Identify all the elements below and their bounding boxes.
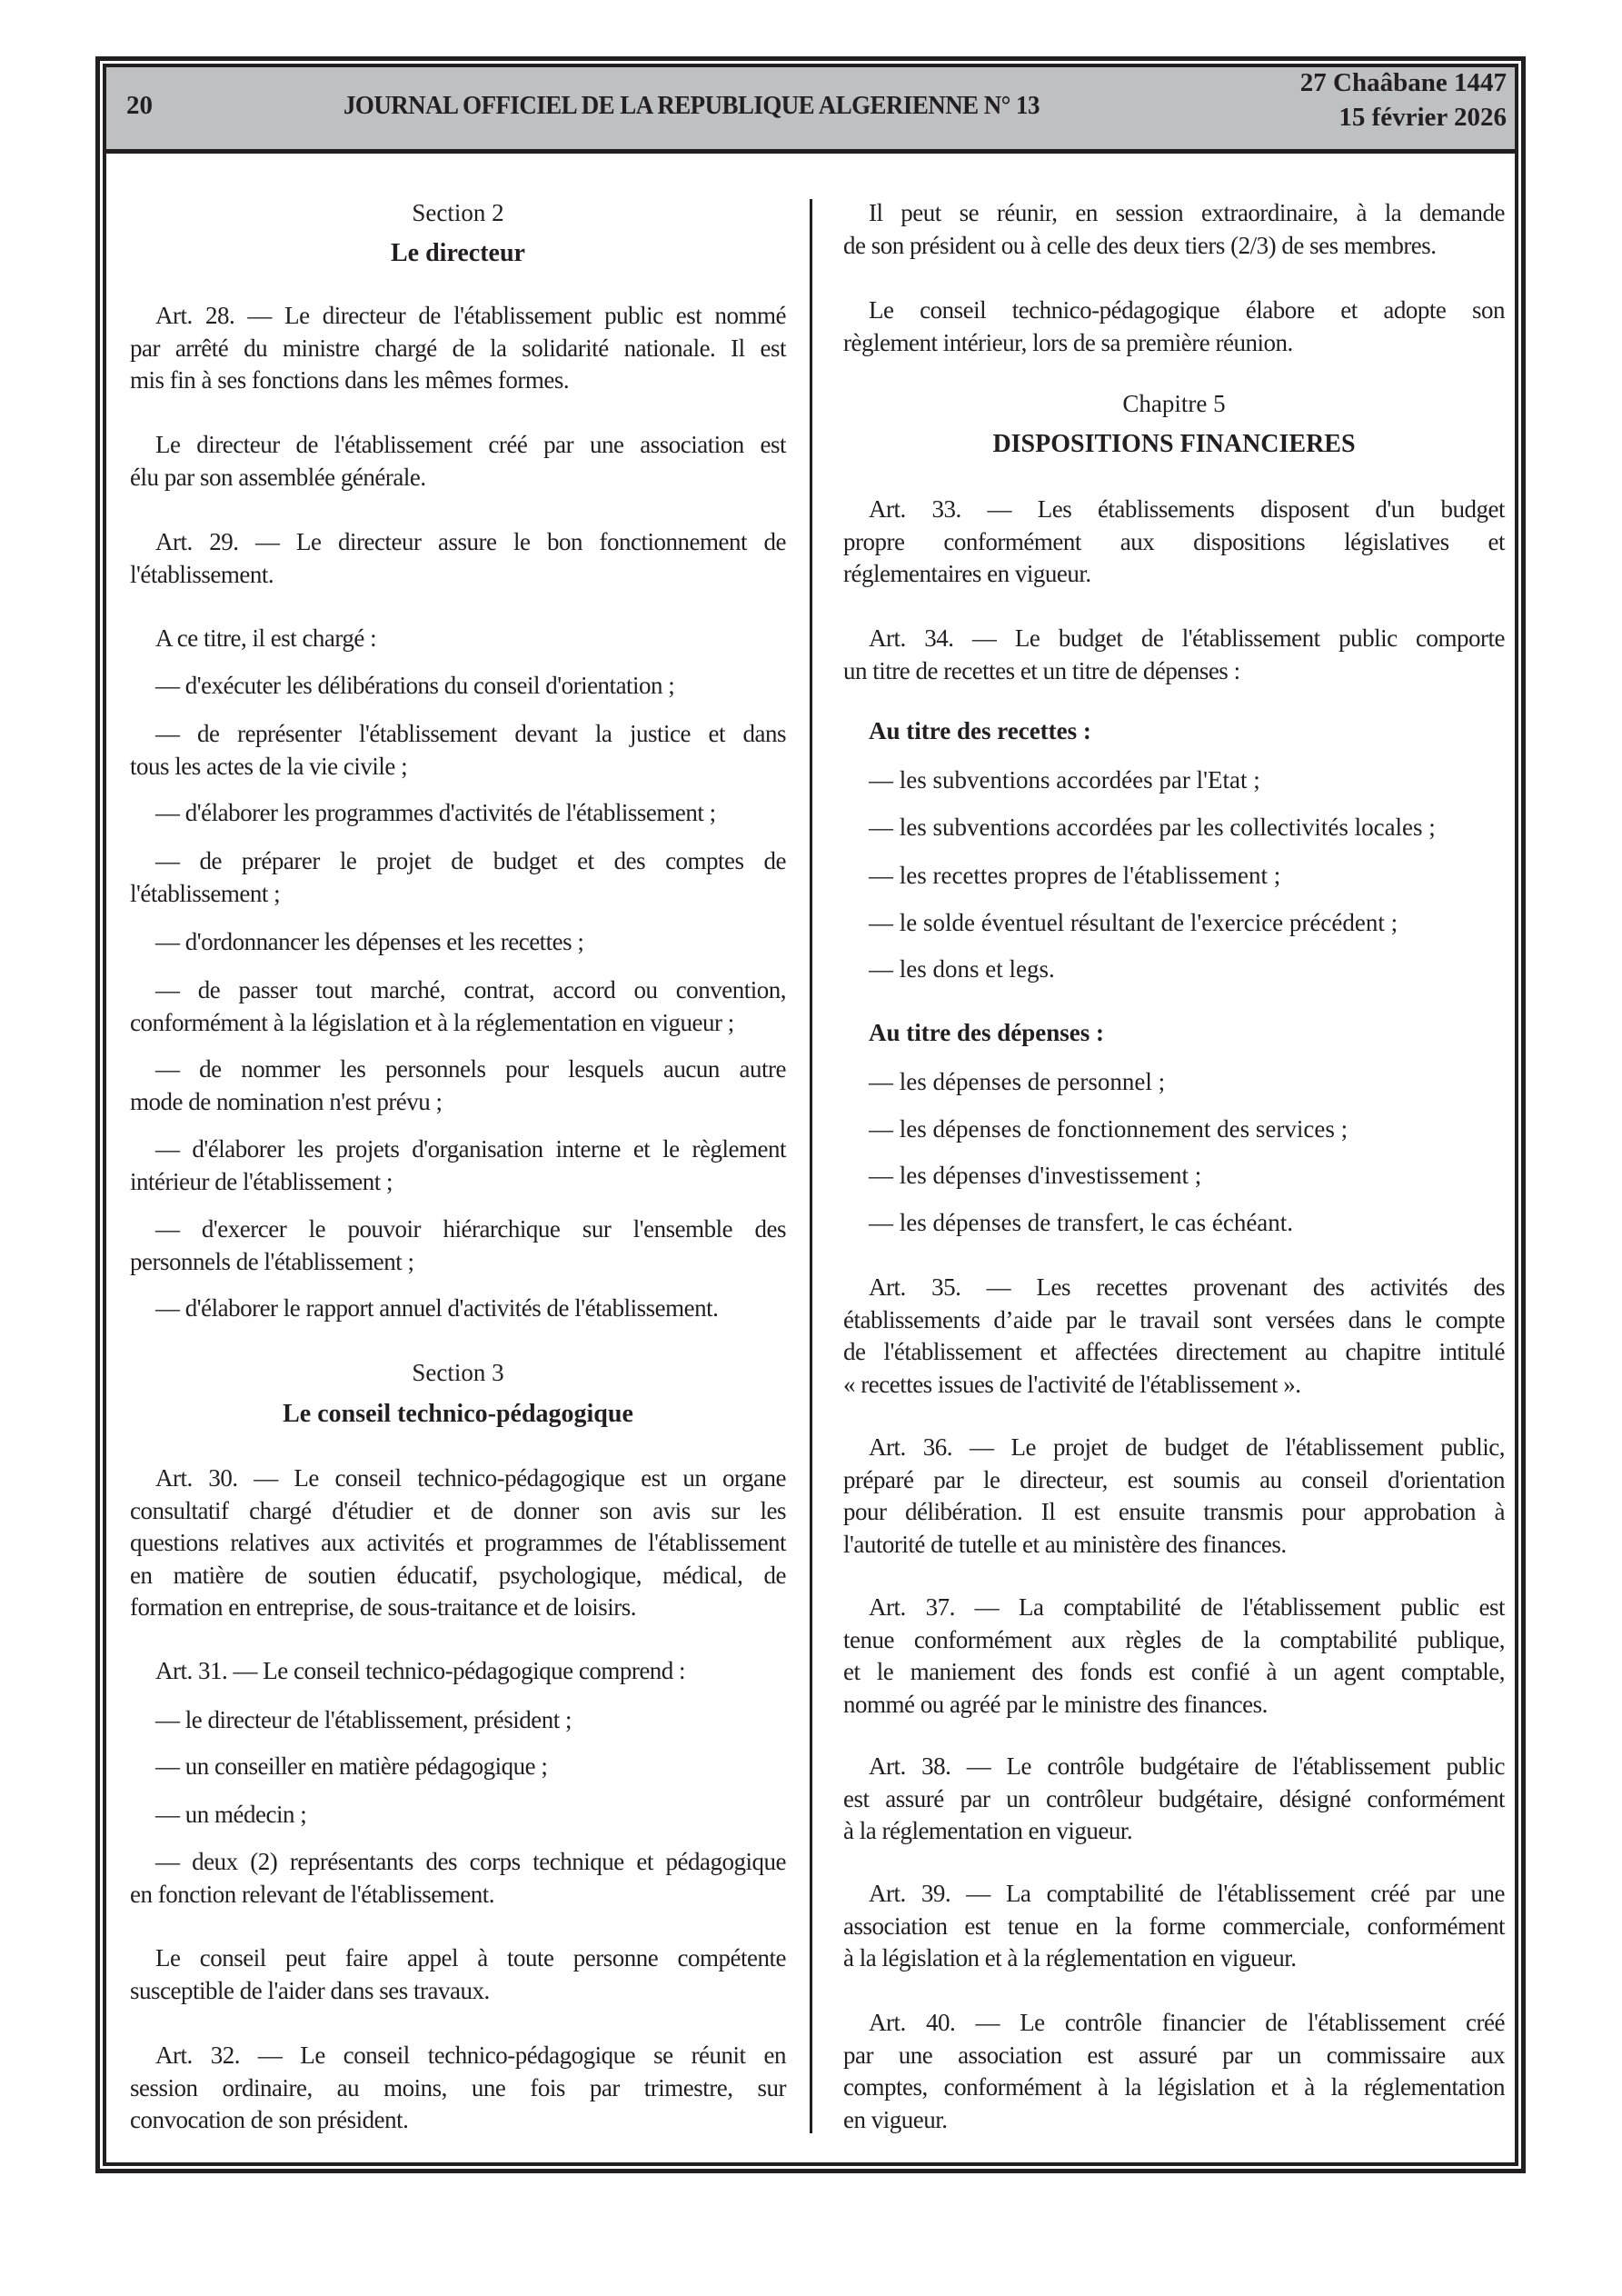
text-line: — d'exécuter les délibérations du conseil d'orientation ; — [155, 672, 675, 699]
list-item — [130, 974, 786, 1039]
text-line: Art. 32. — Le conseil technico-pédagogique se réunit en — [155, 2041, 786, 2069]
text-line: à la réglementation en vigueur. — [843, 1817, 1133, 1844]
text-line: — le directeur de l'établissement, président ; — [155, 1706, 572, 1733]
text-line: — de passer tout marché, contrat, accord ou convention, — [155, 976, 786, 1003]
text-line: — un médecin ; — [155, 1801, 307, 1828]
list-item — [130, 1053, 786, 1118]
text-line: règlement intérieur, lors de sa première réunion. — [843, 328, 1293, 356]
list-item: — les subventions accordées par les collectivités locales ; — [869, 814, 1436, 841]
text-line: — de représenter l'établissement devant la justice et dans — [155, 720, 786, 747]
text-line: Art. 39. — La comptabilité de l'établissement créé par une — [869, 1880, 1505, 1907]
text-line: — deux (2) représentants des corps technique et pédagogique — [155, 1848, 786, 1875]
list-item — [130, 1799, 786, 1832]
text-line: réglementaires en vigueur. — [843, 560, 1091, 587]
chapter-title: DISPOSITIONS FINANCIERES — [992, 430, 1356, 458]
text-line: et le maniement des fonds est confié à un agent comptable, — [843, 1658, 1505, 1685]
list-item — [130, 670, 786, 703]
section-label: Section 3 — [412, 1359, 504, 1386]
date-hijri: 27 Chaâbane 1447 — [1299, 68, 1507, 97]
list-item: — les recettes propres de l'établissement ; — [869, 862, 1281, 889]
text-line: Art. 40. — Le contrôle financier de l'établissement créé — [869, 2009, 1505, 2036]
text-line: propre conformément aux dispositions législatives et — [843, 527, 1505, 555]
article-33 — [843, 494, 1505, 591]
text-line: est assuré par un contrôleur budgétaire, désigné conformément — [843, 1784, 1505, 1812]
text-line: — de préparer le projet de budget et des comptes de — [155, 847, 786, 874]
text-line: nommé ou agréé par le ministre des finances. — [843, 1690, 1268, 1718]
list-item: — les subventions accordées par l'Etat ; — [869, 766, 1260, 794]
text-line: consultatif chargé d'étudier et de donner son avis sur les — [130, 1496, 786, 1524]
text-line: pour délibération. Il est ensuite transmis pour approbation à — [843, 1498, 1505, 1525]
section-title: Le directeur — [391, 239, 525, 267]
text-line: — de nommer les personnels pour lesquels aucun autre — [155, 1055, 786, 1083]
depenses-title: Au titre des dépenses : — [869, 1019, 1104, 1046]
list-item — [130, 1846, 786, 1911]
text-line: Le directeur de l'établissement créé par une association est — [155, 431, 786, 458]
text-line: questions relatives aux activités et programmes de l'établissement — [130, 1529, 786, 1556]
text-line: comptes, conformément à la législation et à la réglementation — [843, 2073, 1505, 2101]
text-line: Art. 38. — Le contrôle budgétaire de l'établissement public — [869, 1752, 1505, 1780]
list-item: — les dons et legs. — [869, 955, 1055, 983]
text-line: l'autorité de tutelle et au ministère des finances. — [843, 1530, 1287, 1558]
section-label: Section 2 — [412, 199, 504, 226]
text-line: session ordinaire, au moins, une fois par trimestre, sur — [130, 2073, 786, 2101]
text-line: — d'ordonnancer les dépenses et les recettes ; — [155, 928, 584, 955]
text-line: de son président ou à celle des deux tiers (2/3) de ses membres. — [843, 231, 1437, 259]
journal-title: JOURNAL OFFICIEL DE LA REPUBLIQUE ALGERIENNE N° 13 — [343, 91, 1040, 120]
article-31 — [130, 1655, 786, 1688]
text-line: Art. 36. — Le projet de budget de l'établissement public, — [869, 1433, 1505, 1461]
article-29 — [130, 526, 786, 591]
list-item: — les dépenses d'investissement ; — [869, 1162, 1202, 1189]
article-37 — [843, 1592, 1505, 1721]
issue-date — [1300, 65, 1507, 135]
text-line: l'établissement. — [130, 560, 274, 588]
list-item — [130, 845, 786, 910]
text-line: établissements d’aide par le travail sont versées dans le compte — [843, 1305, 1505, 1333]
article-34 — [843, 623, 1505, 687]
text-line: de l'établissement et affectées directement au chapitre intitulé — [843, 1338, 1505, 1365]
text-line: Art. 34. — Le budget de l'établissement public comporte — [869, 624, 1505, 652]
list-item — [130, 1133, 786, 1198]
text-line: Il peut se réunir, en session extraordinaire, à la demande — [869, 199, 1505, 226]
text-line: Art. 30. — Le conseil technico-pédagogique est un organe — [155, 1464, 786, 1492]
chapter-label: Chapitre 5 — [1122, 390, 1226, 417]
article-39 — [843, 1878, 1505, 1975]
column-divider — [810, 199, 812, 2133]
recettes-title: Au titre des recettes : — [869, 717, 1091, 744]
text-line: à la législation et à la réglementation en vigueur. — [843, 1944, 1297, 1972]
article-32-paragraph — [843, 197, 1505, 262]
page-number: 20 — [126, 91, 153, 120]
list-item — [130, 1213, 786, 1278]
text-line: personnels de l'établissement ; — [130, 1247, 414, 1275]
article-38 — [843, 1751, 1505, 1848]
text-line: Art. 31. — Le conseil technico-pédagogique comprend : — [155, 1657, 686, 1684]
text-line: par arrêté du ministre chargé de la solidarité nationale. Il est — [130, 334, 786, 362]
section-title: Le conseil technico-pédagogique — [283, 1400, 633, 1428]
list-item: — le solde éventuel résultant de l'exercice précédent ; — [869, 909, 1398, 936]
text-line: Le conseil peut faire appel à toute personne compétente — [155, 1944, 786, 1972]
text-line: tenue conformément aux règles de la comptabilité publique, — [843, 1625, 1505, 1653]
text-line: « recettes issues de l'activité de l'établissement ». — [843, 1370, 1301, 1398]
text-line: susceptible de l'aider dans ses travaux. — [130, 1976, 490, 2004]
date-gregorian: 15 février 2026 — [1338, 103, 1507, 132]
article-32 — [130, 2040, 786, 2137]
text-line: — d'élaborer les programmes d'activités de l'établissement ; — [155, 799, 716, 826]
text-line: préparé par le directeur, est soumis au conseil d'orientation — [843, 1465, 1505, 1493]
text-line: — d'élaborer les projets d'organisation interne et le règlement — [155, 1135, 786, 1163]
article-36 — [843, 1432, 1505, 1561]
list-item: — les dépenses de fonctionnement des services ; — [869, 1115, 1348, 1143]
article-29-intro — [130, 623, 786, 655]
list-item: — les dépenses de personnel ; — [869, 1068, 1166, 1095]
list-item — [130, 1293, 786, 1325]
text-line: en vigueur. — [843, 2105, 948, 2133]
text-line: l'établissement ; — [130, 879, 281, 907]
article-35 — [843, 1272, 1505, 1401]
list-item: — les dépenses de transfert, le cas échéant. — [869, 1209, 1294, 1236]
text-line: Art. 37. — La comptabilité de l'établissement public est — [869, 1593, 1505, 1621]
text-line: Le conseil technico-pédagogique élabore et adopte son — [869, 296, 1505, 324]
text-line: mis fin à ses fonctions dans les mêmes formes. — [130, 366, 570, 394]
text-line: Art. 28. — Le directeur de l'établissement public est nommé — [155, 302, 786, 329]
article-28-paragraph — [130, 429, 786, 494]
text-line: convocation de son président. — [130, 2106, 409, 2133]
text-line: — d'élaborer le rapport annuel d'activités de l'établissement. — [155, 1294, 719, 1322]
text-line: élu par son assemblée générale. — [130, 463, 426, 491]
text-line: Art. 33. — Les établissements disposent d'un budget — [869, 495, 1505, 523]
text-line: — un conseiller en matière pédagogique ; — [155, 1752, 548, 1780]
list-item — [130, 797, 786, 830]
text-line: par une association est assuré par un commissaire aux — [843, 2041, 1505, 2069]
article-30 — [130, 1462, 786, 1624]
text-line: conformément à la législation et à la réglementation en vigueur ; — [130, 1008, 734, 1036]
article-28 — [130, 300, 786, 397]
list-item — [130, 1704, 786, 1737]
text-line: Art. 29. — Le directeur assure le bon fonctionnement de — [155, 528, 786, 555]
text-line: un titre de recettes et un titre de dépenses : — [843, 656, 1240, 684]
text-line: — d'exercer le pouvoir hiérarchique sur l'ensemble des — [155, 1215, 786, 1243]
text-line: tous les actes de la vie civile ; — [130, 752, 408, 780]
article-31-paragraph — [130, 1942, 786, 2007]
text-line: en matière de soutien éducatif, psychologique, médical, de — [130, 1561, 786, 1589]
article-32-paragraph — [843, 294, 1505, 359]
text-line: A ce titre, il est chargé : — [155, 624, 377, 652]
text-line: en fonction relevant de l'établissement. — [130, 1880, 494, 1908]
list-item — [130, 718, 786, 783]
text-line: Art. 35. — Les recettes provenant des activités des — [869, 1273, 1505, 1301]
text-line: formation en entreprise, de sous-traitance et de loisirs. — [130, 1593, 637, 1621]
text-line: association est tenue en la forme commerciale, conformément — [843, 1912, 1505, 1940]
article-40 — [843, 2007, 1505, 2136]
list-item — [130, 926, 786, 959]
text-line: intérieur de l'établissement ; — [130, 1167, 393, 1195]
text-line: mode de nomination n'est prévu ; — [130, 1087, 443, 1115]
list-item — [130, 1751, 786, 1783]
